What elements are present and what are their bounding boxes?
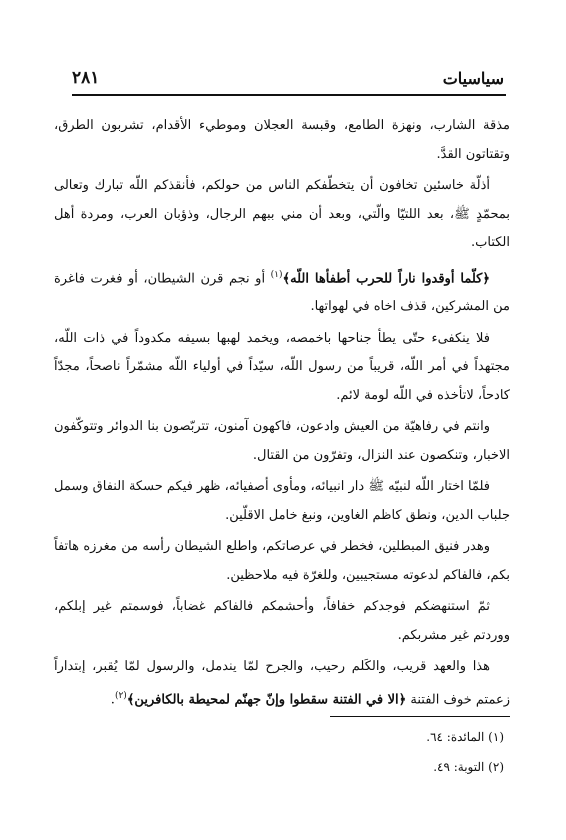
page-header [72, 62, 504, 88]
paragraph-6: فلمّا اختار اللّه لنبيّه ﷺ دار انبيائه، ومأوى أصفيائه، ظهر فيكم حسكة النفاق وسمل جلباب الدين، ونطق كاظم الغاوين، ونبغ خامل الاقلّين. [54, 479, 510, 523]
running-title: سياسيات [442, 69, 504, 88]
paragraph-3 [54, 261, 510, 322]
paragraph-4: فلا ينكفىء حتّى يطأ جناحها باخمصه، ويخمد لهبها بسيفه مكدوداً في ذات اللّه، مجتهداً في أمر اللّه، قريباً من رسول اللّه، سيّداً في أولياء اللّه مشمّراً ناصحاً، مجدّاً كادحاً، لاتأخذه في اللّه لومة لائم. [54, 330, 510, 403]
footnote-2: (٢) التوبة: ٤٩. [433, 760, 504, 774]
paragraph-9-text: هذا والعهد قريب، والكَلم رحيب، والجرح لمّا يندمل، والرسول لمّا يُقبر، إبتداراً زعمتم خوف الفتنة [54, 659, 510, 708]
paragraph-7: وهدر فنيق المبطلين، فخطر في عرصاتكم، واطلع الشيطان رأسه من مغرزه هاتفاً بكم، فالفاكم لدعوته مستجيبين، وللغرّة فيه ملاحظين. [54, 539, 510, 583]
quran-quote-1: ﴿كلّما أوقدوا ناراً للحرب أطفأها اللّه﴾ [282, 270, 490, 286]
paragraph-5: وانتم في رفاهيّة من العيش وادعون، فاكهون آمنون، تتربّصون بنا الدوائر وتتوكّفون الاخبار، وتنكصون عند النزال، وتفرّون من القتال. [54, 419, 510, 463]
body-text [54, 112, 510, 718]
paragraph-9-tail: . [110, 692, 115, 708]
paragraph-9 [54, 653, 510, 714]
footnote-ref-1: (١) [270, 269, 283, 280]
footnote-1: (١) المائدة: ٦٤. [426, 730, 504, 744]
footnote-rule [330, 716, 510, 717]
footnotes [54, 722, 504, 782]
header-rule [72, 94, 506, 96]
paragraph-8: ثمّ استنهضكم فوجدكم خفافاً، وأحشمكم فالفاكم غضاباً، فوسمتم غير إبلكم، ووردتم غير مشربكم. [54, 599, 510, 643]
paragraph-3-text: أو نجم قرن الشيطان، أو فغرت فاغرة من المشركين، قذف اخاه في لهواتها. [54, 270, 510, 315]
quran-quote-2: ﴿الا في الفتنة سقطوا وإنّ جهنّم لمحيطة بالكافرين﴾ [126, 692, 407, 708]
page-number: ٢٨١ [72, 68, 100, 88]
paragraph-2: أذلّة خاسئين تخافون أن يتخطّفكم الناس من حولكم، فأنقذكم اللّه تبارك وتعالى بمحمّدٍ ﷺ، بعد اللتيّا والّتي، وبعد أن مني ببهم الرجال، وذؤبان العرب، ومردة أهل الكتاب. [54, 178, 510, 250]
footnote-ref-2: (٢) [114, 690, 127, 701]
paragraph-1: مذقة الشارب، ونهزة الطامع، وقبسة العجلان وموطيء الأقدام، تشربون الطرق، وتقتاتون القدَّ. [54, 118, 510, 162]
